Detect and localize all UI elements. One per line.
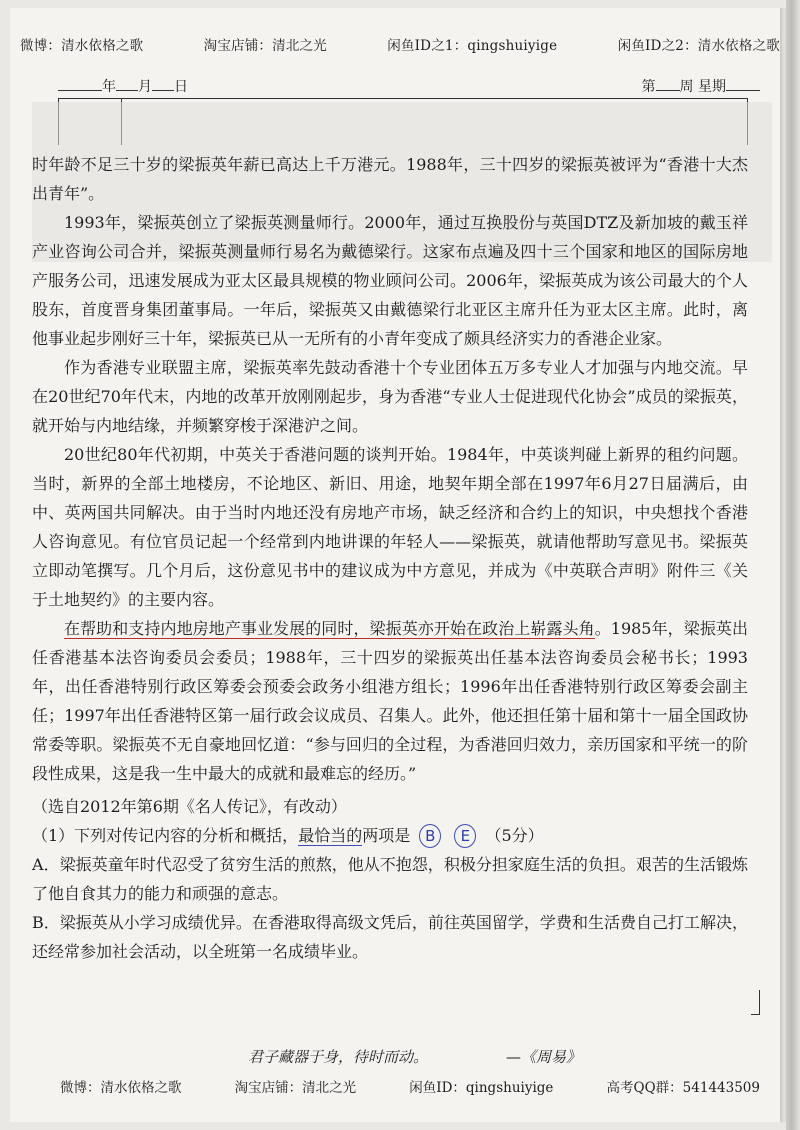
date-line xyxy=(58,76,760,96)
footer-weibo: 微博：清水依格之歌 xyxy=(60,1080,182,1096)
question-prefix: （1）下列对传记内容的分析和概括， xyxy=(32,826,299,845)
right-bracket-mark xyxy=(751,990,760,1015)
article-body xyxy=(32,150,748,966)
paragraph-3: 作为香港专业联盟主席，梁振英率先鼓动香港十个专业团体五万多专业人才加强与内地交流。早在20世纪70年代末，内地的改革开放刚刚起步，身为香港“专业人士促进现代化协会”成员的梁振英，就开始与内地结缘，并频繁穿梭于深港沪之间。 xyxy=(32,358,748,435)
answer-b-handwritten: B xyxy=(419,824,441,848)
footer-quote xyxy=(248,1046,581,1067)
header-line xyxy=(20,34,780,54)
question-score: （5分） xyxy=(485,826,544,845)
header-xianyu1: 闲鱼ID之1：qingshuiyige xyxy=(387,38,558,54)
paragraph-5-rest: 。1985年，梁振英出任香港基本法咨询委员会委员；1988年，三十四岁的梁振英出任基本法咨询委员会秘书长；1993年，出任香港特别行政区筹委会预委会政务小组港方组长；1996年出任香港特别行政区筹委会副主任；1997年出任香港特区第一届行政会议成员、召集人。此外，他还担任第十届和第十一届全国政协常委等职。梁振英不无自豪地回忆道：“参与回归的全过程，为香港回归效力，亲历国家和平统一的阶段性成果，这是我一生中最大的成就和最难忘的经历。” xyxy=(32,619,748,783)
footer-taobao: 淘宝店铺：清北之光 xyxy=(234,1080,357,1096)
week-fields xyxy=(642,76,760,96)
question-1 xyxy=(32,821,748,850)
underlined-sentence: 在帮助和支持内地房地产事业发展的同时，梁振英亦开始在政治上崭露头角 xyxy=(64,619,595,638)
header-weibo: 微博：清水依格之歌 xyxy=(20,38,144,54)
footer-qq: 高考QQ群：541443509 xyxy=(606,1080,760,1096)
paragraph-4: 20世纪80年代初期，中英关于香港问题的谈判开始。1984年，中英谈判碰上新界的租约问题。当时，新界的全部土地楼房，不论地区、新旧、用途，地契年期全部在1997年6月27日届满后，由中、英两国共同解决。由于当时内地还没有房地产市场，缺乏经济和合约上的知识，中央想找个香港人咨询意见。有位官员记起一个经常到内地讲课的年轻人——梁振英，就请他帮助写意见书。梁振英立即动笔撰写。几个月后，这份意见书中的建议成为中方意见，并成为《中英联合声明》附件三《关于土地契约》的主要内容。 xyxy=(32,445,748,609)
quote-text: 君子藏器于身，待时而动。 xyxy=(248,1048,429,1066)
header-xianyu2: 闲鱼ID之2：清水依格之歌 xyxy=(617,38,780,54)
option-a: A．梁振英童年时代忍受了贫穷生活的煎熬，他从不抱怨，积极分担家庭生活的负担。艰苦的生活锻炼了他自食其力的能力和顽强的意志。 xyxy=(32,855,748,903)
paragraph-1: 时年龄不足三十岁的梁振英年薪已高达上千万港元。1988年，三十四岁的梁振英被评为“香港十大杰出青年”。 xyxy=(32,155,748,203)
question-suffix: 两项是 xyxy=(362,826,411,845)
date-month-label: 月 xyxy=(138,79,152,95)
date-day-label: 日 xyxy=(174,79,188,95)
date-fields xyxy=(58,76,188,96)
week-suffix: 周 星期 xyxy=(679,79,726,95)
footer-line xyxy=(60,1076,760,1096)
date-year-label: 年 xyxy=(102,79,116,95)
paragraph-2: 1993年，梁振英创立了梁振英测量师行。2000年，通过互换股份与英国DTZ及新加坡的戴玉祥产业咨询公司合并，梁振英测量师行易名为戴德梁行。这家布点遍及四十三个国家和地区的国际房地产服务公司，迅速发展成为亚太区最具规模的物业顾问公司。2006年，梁振英成为该公司最大的个人股东，首度晋身集团董事局。一年后，梁振英又由戴德梁行北亚区主席升任为亚太区主席。此时，离他事业起步刚好三十年，梁振英已从一无所有的小青年变成了颇具经济实力的香港企业家。 xyxy=(32,213,748,348)
source-citation: （选自2012年第6期《名人传记》，有改动） xyxy=(32,797,347,816)
paragraph-5 xyxy=(32,614,748,788)
book-binding-edge xyxy=(786,0,800,1130)
question-keyword: 最恰当的 xyxy=(298,826,363,845)
option-b: B．梁振英从小学习成绩优异。在香港取得高级文凭后，前往英国留学，学费和生活费自己打工解决，还经常参加社会活动，以全班第一名成绩毕业。 xyxy=(32,913,748,961)
footer-xianyu: 闲鱼ID：qingshuiyige xyxy=(409,1080,554,1096)
week-prefix: 第 xyxy=(641,79,656,95)
quote-source: —《周易》 xyxy=(506,1048,582,1066)
answer-e-handwritten: E xyxy=(454,824,476,848)
header-taobao: 淘宝店铺：清北之光 xyxy=(203,38,327,54)
